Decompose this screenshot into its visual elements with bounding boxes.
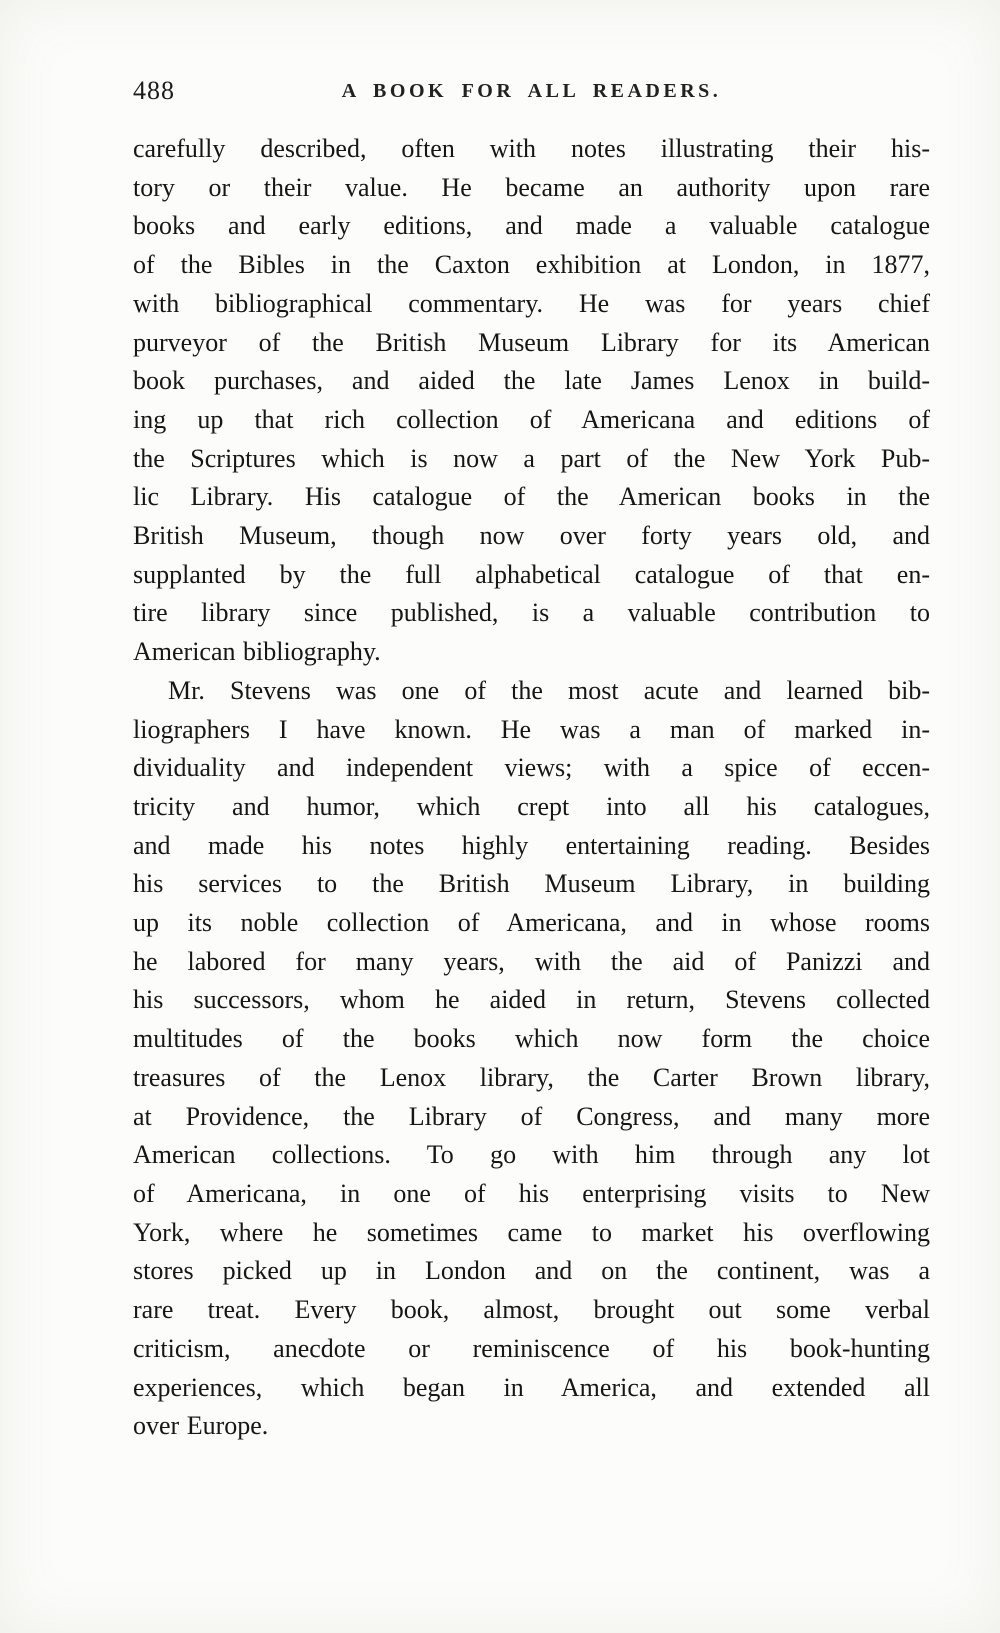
text-line: York, where he sometimes came to market his overflowing (133, 1217, 930, 1247)
text-line: stores picked up in London and on the continent, was a (133, 1256, 930, 1286)
text-line: multitudes of the books which now form the choice (133, 1024, 930, 1054)
text-line: lic Library. His catalogue of the American books in the (133, 482, 930, 512)
text-line: tire library since published, is a valuable contribution to (133, 598, 930, 628)
text-line: Mr. Stevens was one of the most acute and learned bib- (168, 675, 930, 705)
page-body (133, 130, 930, 1446)
text-line: of Americana, in one of his enterprising visits to New (133, 1178, 930, 1208)
text-line: the Scriptures which is now a part of the New York Pub- (133, 443, 930, 473)
text-line: over Europe. (133, 1411, 269, 1441)
text-line: American collections. To go with him through any lot (133, 1140, 930, 1170)
text-line: dividuality and independent views; with a spice of eccen- (133, 753, 930, 783)
text-line: tricity and humor, which crept into all his catalogues, (133, 791, 930, 821)
text-line: British Museum, though now over forty years old, and (133, 521, 930, 551)
text-line: his services to the British Museum Library, in building (133, 869, 930, 899)
text-line: purveyor of the British Museum Library for its American (133, 327, 930, 357)
text-line: ing up that rich collection of Americana and editions of (133, 404, 930, 434)
text-line: rare treat. Every book, almost, brought out some verbal (133, 1295, 930, 1325)
text-line: with bibliographical commentary. He was for years chief (133, 288, 930, 318)
running-title: A BOOK FOR ALL READERS. (341, 80, 722, 102)
text-line: criticism, anecdote or reminiscence of his book-hunting (133, 1333, 930, 1363)
text-line: and made his notes highly entertaining reading. Besides (133, 830, 930, 860)
text-line: book purchases, and aided the late James Lenox in build- (133, 366, 930, 396)
text-line: carefully described, often with notes illustrating their his- (133, 134, 930, 163)
text-line: of the Bibles in the Caxton exhibition at London, in 1877, (133, 250, 930, 280)
paragraph-2 (133, 672, 930, 1446)
text-line: liographers I have known. He was a man of marked in- (133, 714, 930, 744)
text-line: supplanted by the full alphabetical catalogue of that en- (133, 559, 930, 589)
text-line: his successors, whom he aided in return, Stevens collected (133, 985, 930, 1015)
paragraph-1 (133, 130, 930, 672)
text-line: he labored for many years, with the aid of Panizzi and (133, 946, 930, 976)
text-line: books and early editions, and made a valuable catalogue (133, 211, 930, 241)
text-line: treasures of the Lenox library, the Carter Brown library, (133, 1062, 930, 1092)
page-header (133, 76, 930, 110)
text-line: American bibliography. (133, 637, 381, 667)
text-line: up its noble collection of Americana, and in whose rooms (133, 908, 930, 938)
page-number: 488 (133, 76, 175, 105)
text-line: experiences, which began in America, and extended all (133, 1372, 930, 1402)
text-line: at Providence, the Library of Congress, and many more (133, 1101, 930, 1131)
text-line: tory or their value. He became an authority upon rare (133, 172, 930, 202)
